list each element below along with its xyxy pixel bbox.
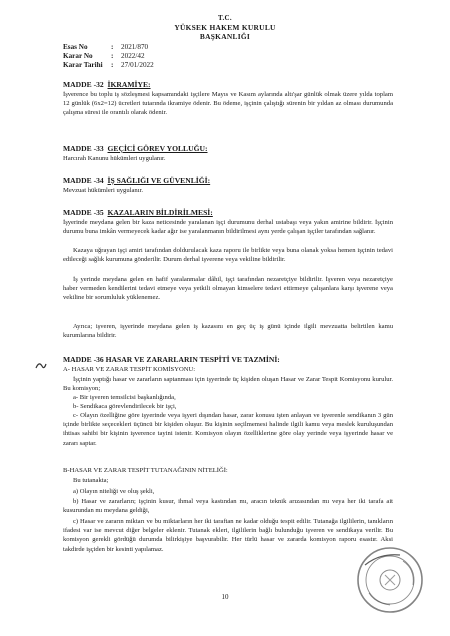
header-presidency: BAŞKANLIĞI [199,32,251,41]
section-a-item-b: b- Sendikaca görevlendirilecek bir işçi, [73,403,177,410]
article-title: İŞ SAĞLIĞI VE GÜVENLİĞİ: [107,176,211,185]
section-b-item-c: c) Hasar ve zararın miktarı ve bu miktarların her iki taraftan ne kadar olduğu tespit edilir. Tutanağa ilgililerin, tanıkların ifadesi var ise mevcut diğer belgeler eklenir. Tutanak ekleri, ilgililerin bağlı bulunduğu işveren ve sendikaya verilir. Bu komisyon gerekli gördüğü durumda bilirkişiye başvurabilir. Her türlü hasar ve zararda komisyon raporu esastır. Aksi takdirde işçiden bir kesinti yapılamaz. [63,518,393,553]
article-35-heading [63,208,213,217]
meta-karar-tarihi: Karar Tarihi : 27/01/2022 [63,61,154,69]
article-title: GEÇİCİ GÖREV YOLLUĞU: [107,144,208,153]
page-number: 10 [221,593,229,601]
header-institution: YÜKSEK HAKEM KURULU [174,23,276,32]
article-35-paragraph-3: İş yerinde meydana gelen en hafif yaralanmalar dâhil, işçi tarafından nezaretçiye bildirilir. İşveren veya nezaretçiye haber vermeden kendilerini tedavi etmeye veya yetkili olmayan kimselere tedavi ettirmeye çalışanlara karşı işverene veya vekiline bir sorumluluk yüklenemez. [63,276,393,302]
meta-key: Karar Tarihi [63,61,103,69]
article-35-paragraph-2: Kazaya uğrayan işçi amiri tarafından doldurulacak kaza raporu ile birlikte veya buna olanak yoksa hemen işçinin tedavi edileceği sağlık kurumuna gönderilir. Durum derhal işverene veya vekiline bildirilir. [63,247,393,264]
meta-esas-no: Esas No : 2021/870 [63,43,149,51]
meta-value: 2021/870 [121,43,149,51]
margin-mark-icon [33,358,49,374]
section-a-item-c: c- Olayın özelliğine göre işyerinde veya işyeri dışından hasar, zarar konusu işten anlayan ve işverenle sendikanın 3 gün içinde birlikte seçecekleri üçüncü bir kişiden oluşur. Bu kişinin seçilmemesi halinde ilgili kamu veya meslek kuruluşundan ihtisas sahibi bir kişinin işverence tayini istenir. Komisyon olayın özelliklerine göre olay yerinde veya işyerinde hasar ve zararı saptar. [63,412,393,447]
article-title: İKRAMİYE: [107,80,151,89]
section-a-item-a: a- Bir işveren temsilcisi başkanlığında, [73,394,176,401]
section-b-intro: Bu tutanakta; [73,477,109,484]
section-b-heading: B-HASAR VE ZARAR TESPİT TUTANAĞININ NİTELİĞİ: [63,467,228,474]
article-32-body: İşverence bu toplu iş sözleşmesi kapsamındaki işçilere Mayıs ve Kasım aylarında altı'şar günlük olmak üzere yılda toplam 12 günlük (6x2=12) ücretleri tutarında ikramiye ödenir. Bu ödeme, işçinin çalıştığı sürenin bir yıldan az olması durumunda çalışma süresi ile orantılı olarak ödenir. [63,91,393,117]
article-32-heading [63,80,151,89]
article-number: MADDE -32 [63,80,104,89]
section-b-item-a: a) Olayın niteliği ve oluş şekli, [73,488,155,495]
meta-key: Karar No [63,52,93,60]
meta-key: Esas No [63,43,88,51]
article-34-body: Mevzuat hükümleri uygulanır. [63,187,144,194]
article-number: MADDE -34 [63,176,104,185]
article-33-heading [63,144,208,153]
article-title: KAZALARIN BİLDİRİLMESİ: [107,208,213,217]
section-b-item-b: b) Hasar ve zararların; işçinin kusur, ihmal veya kastından mı, aracın teknik arızasından mı veya her iki tarafa ait kusurundan mı meydana geldiği, [63,498,393,515]
meta-value: 27/01/2022 [121,61,154,69]
section-a-paragraph: İşçinin yaptığı hasar ve zararların saptanması için işyerinde üç kişiden oluşan Hasar ve Zarar Tespit Komisyonu kurulur. Bu komisyon; [63,376,393,393]
article-34-heading [63,176,210,185]
article-35-paragraph-4: Ayrıca; işveren, işyerinde meydana gelen iş kazasını en geç üç iş günü içinde ilgili mevzuatta belirtilen kamu kurumlarına bildirir. [63,323,393,340]
section-a-heading: A- HASAR VE ZARAR TESPİT KOMİSYONU: [63,366,196,373]
article-33-body: Harcırah Kanunu hükümleri uygulanır. [63,155,166,162]
article-number: MADDE -35 [63,208,104,217]
official-seal-icon [355,545,425,615]
article-number: MADDE -33 [63,144,104,153]
header-tc: T.C. [218,14,232,22]
article-36-heading: MADDE -36 HASAR VE ZARARLARIN TESPİTİ VE TAZMİNİ: [63,355,280,364]
meta-karar-no: Karar No : 2022/42 [63,52,145,60]
meta-value: 2022/42 [121,52,145,60]
article-35-paragraph-1: İşyerinde meydana gelen bir kaza neticesinde yaralanan işçi durumunu derhal ustabaşı veya yakın amirine bildirir. İşçinin durumu buna imkân vermeyecek kadar ağır ise yaralanmanın bildirilmesi aynı yerde çalışan işçiler tarafından sağlanır. [63,219,393,236]
